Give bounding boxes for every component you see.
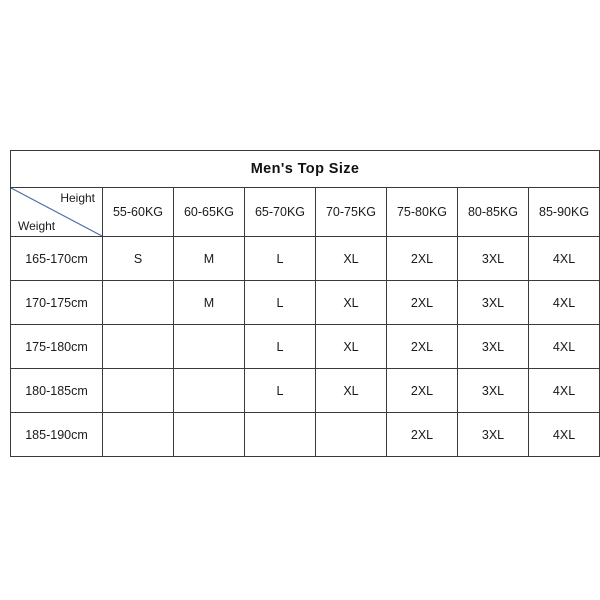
size-cell: 3XL [458,325,529,369]
row-header: 165-170cm [11,237,103,281]
row-header: 185-190cm [11,413,103,457]
size-cell: XL [316,237,387,281]
row-header: 170-175cm [11,281,103,325]
size-cell [103,413,174,457]
table-header-row [11,188,600,237]
table-row [11,413,600,457]
size-chart [10,150,590,457]
size-cell: S [103,237,174,281]
size-cell: L [245,281,316,325]
size-cell [174,325,245,369]
size-cell: M [174,281,245,325]
size-cell: 4XL [529,369,600,413]
table-row [11,325,600,369]
size-cell [316,413,387,457]
column-header: 60-65KG [174,188,245,237]
size-cell: 2XL [387,325,458,369]
size-cell: XL [316,281,387,325]
size-cell: L [245,369,316,413]
size-cell [245,413,316,457]
size-cell: 3XL [458,237,529,281]
table-row [11,237,600,281]
column-header: 55-60KG [103,188,174,237]
size-table [10,150,600,457]
row-header: 180-185cm [11,369,103,413]
corner-weight-label: Weight [18,219,56,233]
size-cell [103,369,174,413]
column-header: 65-70KG [245,188,316,237]
header-corner-cell [11,188,103,237]
size-cell: 2XL [387,281,458,325]
column-header: 75-80KG [387,188,458,237]
size-cell [174,369,245,413]
page-title: Men's Top Size [11,151,600,188]
size-cell: M [174,237,245,281]
size-cell: 2XL [387,237,458,281]
size-cell: 3XL [458,281,529,325]
size-cell [103,281,174,325]
size-cell: XL [316,325,387,369]
size-cell: 4XL [529,281,600,325]
size-cell: 3XL [458,413,529,457]
size-cell: 3XL [458,369,529,413]
size-cell: 4XL [529,237,600,281]
column-header: 70-75KG [316,188,387,237]
column-header: 85-90KG [529,188,600,237]
corner-height-label: Height [60,191,95,205]
table-title-row [11,151,600,188]
size-cell: L [245,237,316,281]
size-cell [174,413,245,457]
table-row [11,281,600,325]
size-cell [103,325,174,369]
size-cell: 2XL [387,413,458,457]
size-cell: 2XL [387,369,458,413]
column-header: 80-85KG [458,188,529,237]
size-cell: XL [316,369,387,413]
size-cell: 4XL [529,413,600,457]
table-row [11,369,600,413]
size-cell: L [245,325,316,369]
size-cell: 4XL [529,325,600,369]
row-header: 175-180cm [11,325,103,369]
